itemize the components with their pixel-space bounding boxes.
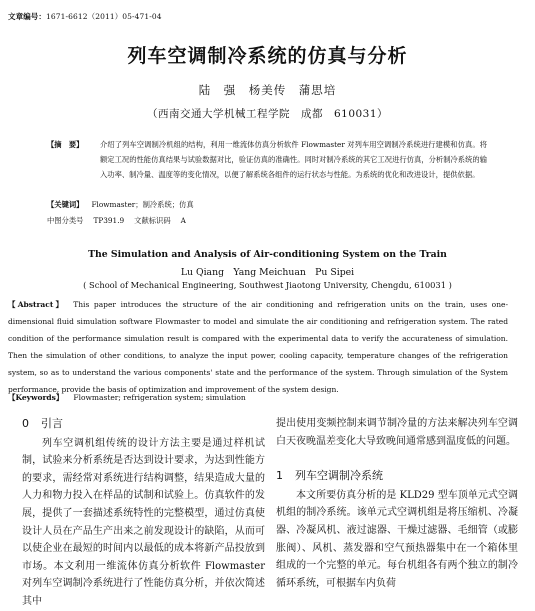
right-column — [276, 415, 518, 592]
section-0-title: 引言 — [41, 417, 63, 430]
section-0-heading — [22, 415, 265, 433]
abstract-en-text: This paper introduces the structure of the air conditioning and refrigeration units on the train, uses one-dimensional fluid simulation software Flowmaster to model and simulate the air conditioning and refrigeration system. The rated condition of the performance simulation result is compared with the experimental data to verify the accurateness of simulation. Then the simulation of other conditions, to analyze the input power, cooling capacity, temperature changes of the refrigeration system, so as to understand the various components' state and the performance of the system. Through simulation of the System performance, provide the basis of optimization and improvement of the system design. — [8, 300, 508, 394]
section-1-number: 1 — [276, 469, 283, 483]
section-0-number: 0 — [22, 417, 29, 430]
article-number — [8, 11, 162, 22]
abstract-en — [8, 296, 508, 398]
affiliation-en: ( School of Mechanical Engineering, Southwest Jiaotong University, Chengdu, 610031 ) — [83, 280, 452, 290]
abstract-cn-label: 【摘 要】 — [47, 140, 84, 149]
clc-label: 中图分类号 — [47, 216, 84, 225]
affiliation-cn: （西南交通大学机械工程学院 成都 610031） — [146, 108, 389, 120]
keywords-cn — [47, 200, 194, 210]
keywords-en — [8, 392, 246, 403]
keywords-en-label: 【Keywords】 — [8, 393, 64, 402]
left-column — [22, 415, 265, 611]
keywords-cn-label: 【关键词】 — [47, 200, 84, 209]
keywords-en-text: Flowmaster; refrigeration system; simulation — [73, 393, 246, 402]
authors-en: Lu Qiang Yang Meichuan Pu Sipei — [180, 267, 355, 278]
section-0-paragraph: 列车空调机组传统的设计方法主要是通过样机试制，试验来分析系统是否达到设计要求，为达到性能方的要求，需经常对系统进行结构调整，结果造成大量的人力和物力投入在样品的试制和试验上。仿真软件的发展，提供了一套描述系统特性的完整模型，通过仿真使设计人员在产品生产出来之前发现设计的缺陷，从而可以使企业在最短的时间内以最低的成本将新产品投放到市场。本文利用一维流体仿真分析软件 Flowmaster 对列车空调制冷系统进行了性能仿真分析，并依次简述其中 — [22, 437, 265, 607]
doc-code-value: A — [180, 216, 186, 225]
clc-value: TP391.9 — [93, 216, 125, 225]
doc-code-label: 文献标识码 — [134, 216, 171, 225]
article-number-label: 文章编号： — [8, 12, 46, 21]
keywords-cn-text: Flowmaster；制冷系统；仿真 — [91, 200, 194, 209]
section-1-title: 列车空调制冷系统 — [295, 469, 383, 483]
abstract-en-label: 【Abstract】 — [8, 300, 66, 309]
right-column-intro: 提出使用变频控制来调节制冷量的方法来解决列车空调白天夜晚温差变化大导致晚间通常感到温度低的问题。 — [276, 418, 518, 447]
paper-title-cn: 列车空调制冷系统的仿真与分析 — [127, 45, 408, 67]
authors-cn: 陆 强 杨美传 蒲思培 — [198, 83, 337, 97]
section-1-paragraph: 本文所要仿真分析的是 KLD29 型车顶单元式空调机组的制冷系统。该单元式空调机组是将压缩机、冷凝器、冷凝风机、液过滤器、干燥过滤器、毛细管（或膨胀阀）、风机、蒸发器和空气预热器集中在一个箱体里组成的一个完整的单元。每台机组各有两个独立的制冷循环系统，可根据车内负荷 — [276, 489, 518, 589]
classification — [47, 216, 196, 226]
article-number-value: 1671-6612（2011）05-471-04 — [46, 12, 162, 21]
abstract-cn — [47, 137, 487, 182]
abstract-cn-text: 介绍了列车空调制冷机组的结构，利用一维流体仿真分析软件 Flowmaster 对列车用空调制冷系统进行建模和仿真。将额定工况的性能仿真结果与试验数据对比，验证仿真的准确性。同时对制冷系统的其它工况进行仿真，分析制冷系统的输入功率、制冷量、温度等的变化情况，以便了解系统各组件的运行状态与性能。为系统的优化和改进设计，提供依据。 — [100, 140, 487, 179]
paper-title-en: The Simulation and Analysis of Air-conditioning System on the Train — [88, 249, 447, 260]
section-1-heading — [276, 467, 518, 485]
